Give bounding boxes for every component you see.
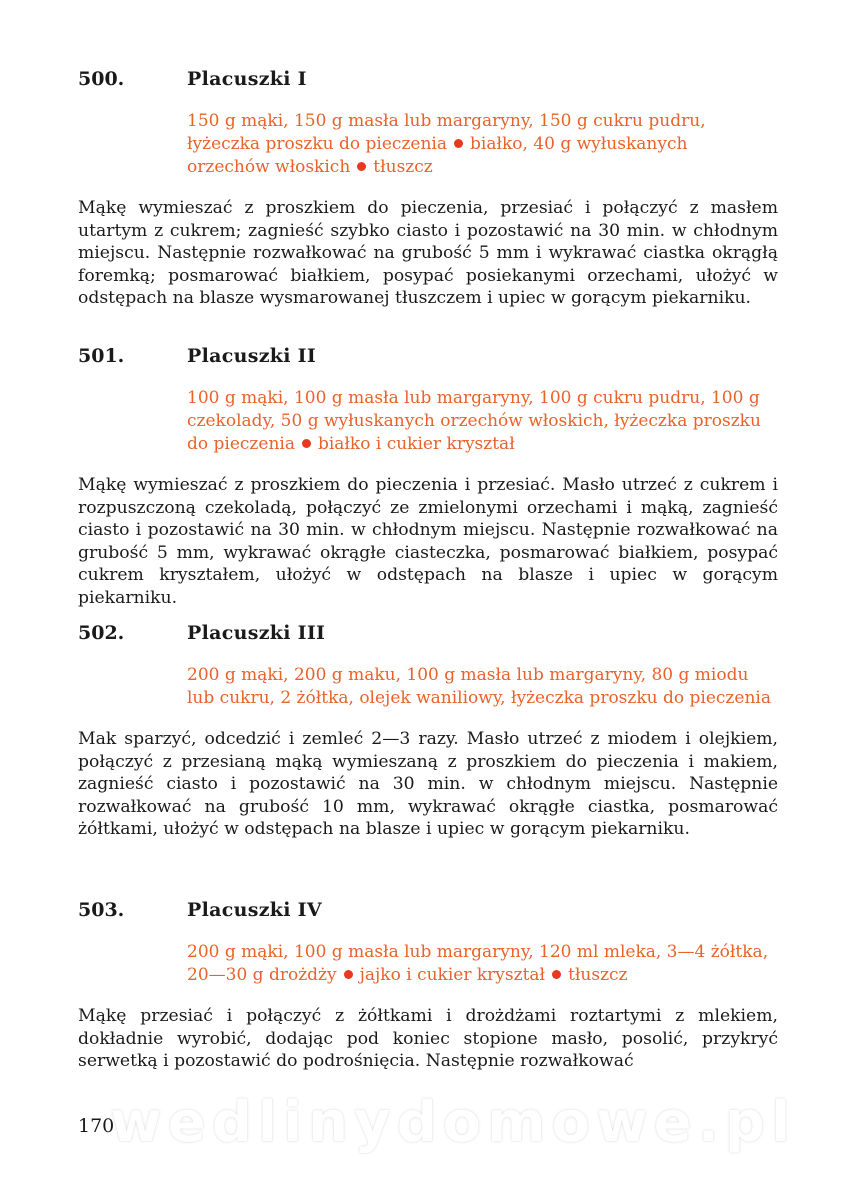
ingredient-group: jajko i cukier kryształ <box>359 965 546 985</box>
recipe-header <box>78 68 778 98</box>
recipe-503 <box>78 899 778 1073</box>
recipe-header <box>78 899 778 929</box>
ingredient-group: białko, 40 g wyłuskanych orzechów włoskich <box>187 134 688 177</box>
recipe-number: 502. <box>78 622 125 644</box>
recipe-header <box>78 622 778 652</box>
ingredients-list <box>187 387 775 456</box>
ingredients-list <box>187 664 775 710</box>
recipe-title: Placuszki II <box>187 345 317 367</box>
ingredient-group: 100 g mąki, 100 g masła lub margaryny, 100 g cukru pudru, 100 g czekolady, 50 g wyłuskanych orzechów włoskich, łyżeczka proszku do pieczenia <box>187 388 761 454</box>
ingredient-group: białko i cukier kryształ <box>317 434 515 454</box>
recipe-501 <box>78 345 778 609</box>
ingredients-list <box>187 110 775 179</box>
recipe-number: 501. <box>78 345 125 367</box>
ingredient-group: 200 g mąki, 100 g masła lub margaryny, 120 ml mleka, 3—4 żółtka, 20—30 g drożdży <box>187 942 769 985</box>
recipe-method: Mąkę wymieszać z proszkiem do pieczenia, przesiać i połączyć z masłem utartym z cukrem; zagnieść szybko ciasto i pozostawić na 30 min. w chłodnym miejscu. Następnie rozwałkować na grubość 5 mm i wykrawać ciastka okrągłą foremką; posmarować białkiem, posypać posiekanymi orzechami, ułożyć w odstępach na blasze wysmarowanej tłuszczem i upiec w gorącym piekarniku. <box>78 198 778 308</box>
bullet-icon <box>302 439 311 448</box>
bullet-icon <box>357 162 366 171</box>
bullet-icon <box>344 970 353 979</box>
ingredient-group: 150 g mąki, 150 g masła lub margaryny, 150 g cukru pudru, łyżeczka proszku do pieczenia <box>187 111 706 154</box>
watermark: wedlinydomowe.pl <box>110 1090 797 1155</box>
recipe-500 <box>78 68 778 310</box>
bullet-icon <box>552 970 561 979</box>
recipe-number: 500. <box>78 68 125 90</box>
recipe-method: Mąkę przesiać i połączyć z żółtkami i drożdżami roztartymi z mlekiem, dokładnie wyrobić, dodając pod koniec stopione masło, posolić, przykryć serwetką i pozostawić do podrośnięcia. Następnie rozwałkować <box>78 1006 778 1071</box>
recipe-title: Placuszki IV <box>187 899 322 921</box>
recipe-method: Mak sparzyć, odcedzić i zemleć 2—3 razy. Masło utrzeć z miodem i olejkiem, połączyć z przesianą mąką wymieszaną z proszkiem do pieczenia i makiem, zagnieść ciasto i pozostawić na 30 min. w chłodnym miejscu. Następnie rozwałkować na grubość 10 mm, wykrawać okrągłe ciastka, posmarować żółtkami, ułożyć w odstępach na blasze i upiec w gorącym piekarniku. <box>78 729 778 839</box>
ingredient-group: tłuszcz <box>568 965 628 985</box>
page-number: 170 <box>78 1115 115 1137</box>
ingredient-group: 200 g mąki, 200 g maku, 100 g masła lub margaryny, 80 g miodu lub cukru, 2 żółtka, olejek waniliowy, łyżeczka proszku do pieczenia <box>187 665 771 708</box>
ingredient-group: tłuszcz <box>373 157 433 177</box>
recipe-title: Placuszki III <box>187 622 326 644</box>
recipe-502 <box>78 622 778 841</box>
recipe-method: Mąkę wymieszać z proszkiem do pieczenia i przesiać. Masło utrzeć z cukrem i rozpuszczoną czekoladą, połączyć ze zmielonymi orzechami i mąką, zagnieść ciasto i pozostawić na 30 min. w chłodnym miejscu. Następnie rozwałkować na grubość 5 mm, wykrawać okrągłe ciasteczka, posmarować białkiem, posypać cukrem kryształem, ułożyć w odstępach na blasze i upiec w gorącym piekarniku. <box>78 475 778 608</box>
recipe-title: Placuszki I <box>187 68 307 90</box>
recipe-header <box>78 345 778 375</box>
recipe-number: 503. <box>78 899 125 921</box>
bullet-icon <box>454 139 463 148</box>
ingredients-list <box>187 941 775 987</box>
